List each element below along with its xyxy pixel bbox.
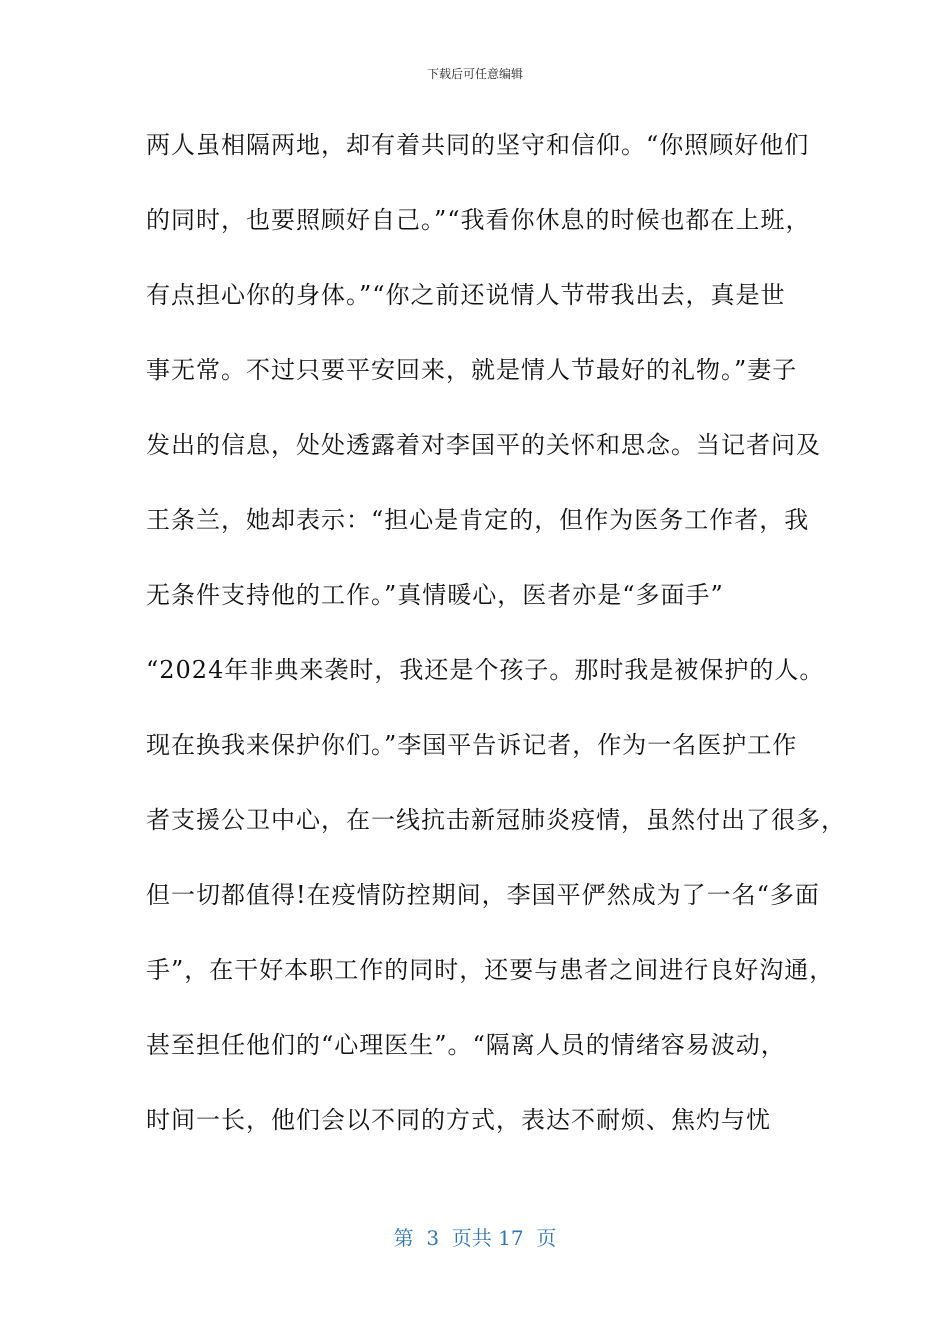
body-text (146, 120, 846, 1170)
page-number-footer: 第 3 页共 17 页 (393, 1226, 557, 1250)
text-line-7: 无条件支持他的工作。”真情暖心，医者亦是“多面手” (146, 581, 724, 609)
text-line-3: 有点担心你的身体。”“你之前还说情人节带我出去，真是世 (146, 281, 786, 309)
text-line-14: 时间一长，他们会以不同的方式，表达不耐烦、焦灼与忧 (146, 1106, 771, 1134)
text-line-10: 者支援公卫中心，在一线抗击新冠肺炎疫情，虽然付出了很多， (146, 806, 846, 834)
text-line-12: 手”，在干好本职工作的同时，还要与患者之间进行良好沟通， (146, 956, 835, 984)
text-line-9: 现在换我来保护你们。”李国平告诉记者，作为一名医护工作 (146, 731, 798, 759)
text-line-1: 两人虽相隔两地，却有着共同的坚守和信仰。“你照顾好他们 (146, 131, 810, 159)
text-line-13: 甚至担任他们的“心理医生”。“隔离人员的情绪容易波动， (146, 1031, 786, 1059)
text-line-2: 的同时，也要照顾好自己。”“我看你休息的时候也都在上班， (146, 206, 811, 234)
text-line-11: 但一切都值得!在疫情防控期间，李国平俨然成为了一名“多面 (146, 881, 820, 909)
page-header: 下载后可任意编辑 (426, 67, 523, 81)
text-line-4: 事无常。不过只要平安回来，就是情人节最好的礼物。”妻子 (146, 356, 798, 384)
text-line-5: 发出的信息，处处透露着对李国平的关怀和思念。当记者问及 (146, 431, 821, 459)
text-line-8: “2024年非典来袭时，我还是个孩子。那时我是被保护的人。 (146, 656, 825, 684)
text-line-6: 王条兰，她却表示：“担心是肯定的，但作为医务工作者，我 (146, 506, 810, 534)
